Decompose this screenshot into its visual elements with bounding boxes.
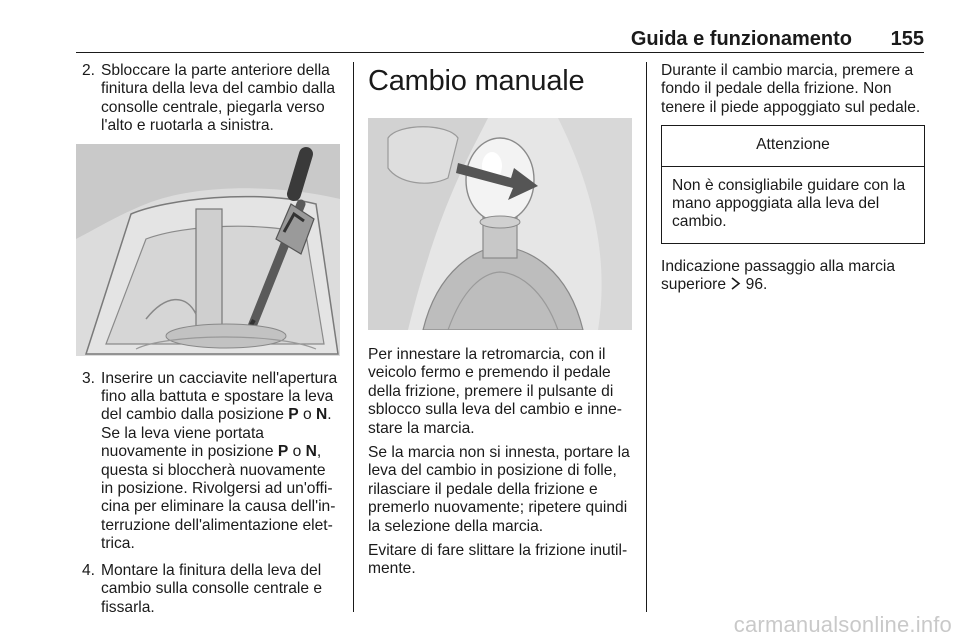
column-right — [661, 62, 925, 301]
gear-p: P — [288, 406, 299, 424]
column-divider — [353, 62, 354, 612]
running-title: Guida e funzionamento — [630, 28, 852, 50]
column-middle — [368, 62, 632, 585]
column-left — [76, 62, 340, 625]
step-text-c: . Se la leva viene portata nuovamente in posizione — [101, 406, 332, 461]
page-number: 155 — [890, 28, 924, 50]
caution-text: Non è consigliabile guidare con la mano appoggiata alla leva del cambio. — [672, 176, 906, 231]
step-text-a: Inserire un cacciavite nell'apertura fino alla battuta e spostare la leva del cambio dalla posizione — [101, 369, 338, 424]
paragraph-clutch-slip: Evitare di fare slittare la frizione inutilmente. — [368, 542, 628, 578]
step-text-d: o — [288, 443, 306, 461]
step-4 — [76, 562, 340, 617]
paragraph-reverse-gear: Per innestare la retromarcia, con il veicolo fermo e premendo il pedale della frizione, premere il pulsante di sblocco sulla leva del cambio e innestare la marcia. — [368, 346, 622, 437]
paragraph-clutch-pedal: Durante il cambio marcia, premere a fondo il pedale della frizione. Non tenere il piede appoggiato sul pedale. — [661, 62, 921, 116]
column-divider — [646, 62, 647, 612]
caution-heading: Attenzione — [662, 126, 924, 166]
paragraph-gear-not-engaging: Se la marcia non si innesta, portare la leva del cambio in posizione di folle, rilasciare il pedale della frizione e premerlo nuovamente; ripetere quindi la selezione della marcia. — [368, 444, 630, 535]
section-title: Cambio manuale — [368, 65, 585, 97]
paragraph-shift-indicator — [661, 258, 925, 295]
step-number: 4. — [82, 561, 96, 579]
step-number: 3. — [82, 369, 96, 387]
console-trim-drawing — [76, 144, 340, 356]
step-text: Montare la finitura della leva del cambio sulla consolle centrale e fissarla. — [101, 561, 323, 616]
step-text-b: o — [298, 406, 316, 424]
watermark-text: carmanualsonline.info — [733, 612, 952, 637]
gear-n: N — [316, 406, 328, 424]
console-trim-illustration — [76, 144, 340, 356]
step-text: Sbloccare la parte anteriore della finitura della leva del cambio dalla consolle centrale, piegarla verso l'alto e ruotarla a sinistra. — [101, 62, 336, 135]
step-number: 2. — [82, 62, 96, 79]
caution-box — [661, 125, 925, 244]
step-3 — [76, 370, 340, 554]
shift-hint-text: Indicazione passaggio alla marcia superiore — [661, 257, 896, 294]
gear-n: N — [305, 443, 317, 461]
gear-p: P — [277, 443, 289, 461]
reference-page[interactable]: 96. — [741, 276, 768, 294]
page-header — [76, 26, 924, 53]
step-2 — [76, 62, 340, 136]
arrow-reference-icon[interactable] — [730, 277, 741, 290]
gear-lever-drawing — [368, 118, 632, 330]
step-text-e: , questa si bloccherà nuovamente in posizione. Rivolgersi ad un'officina per eliminare la causa dell'interruzione dell'alimentazione elettrica. — [101, 443, 336, 553]
gear-lever-illustration — [368, 118, 632, 330]
